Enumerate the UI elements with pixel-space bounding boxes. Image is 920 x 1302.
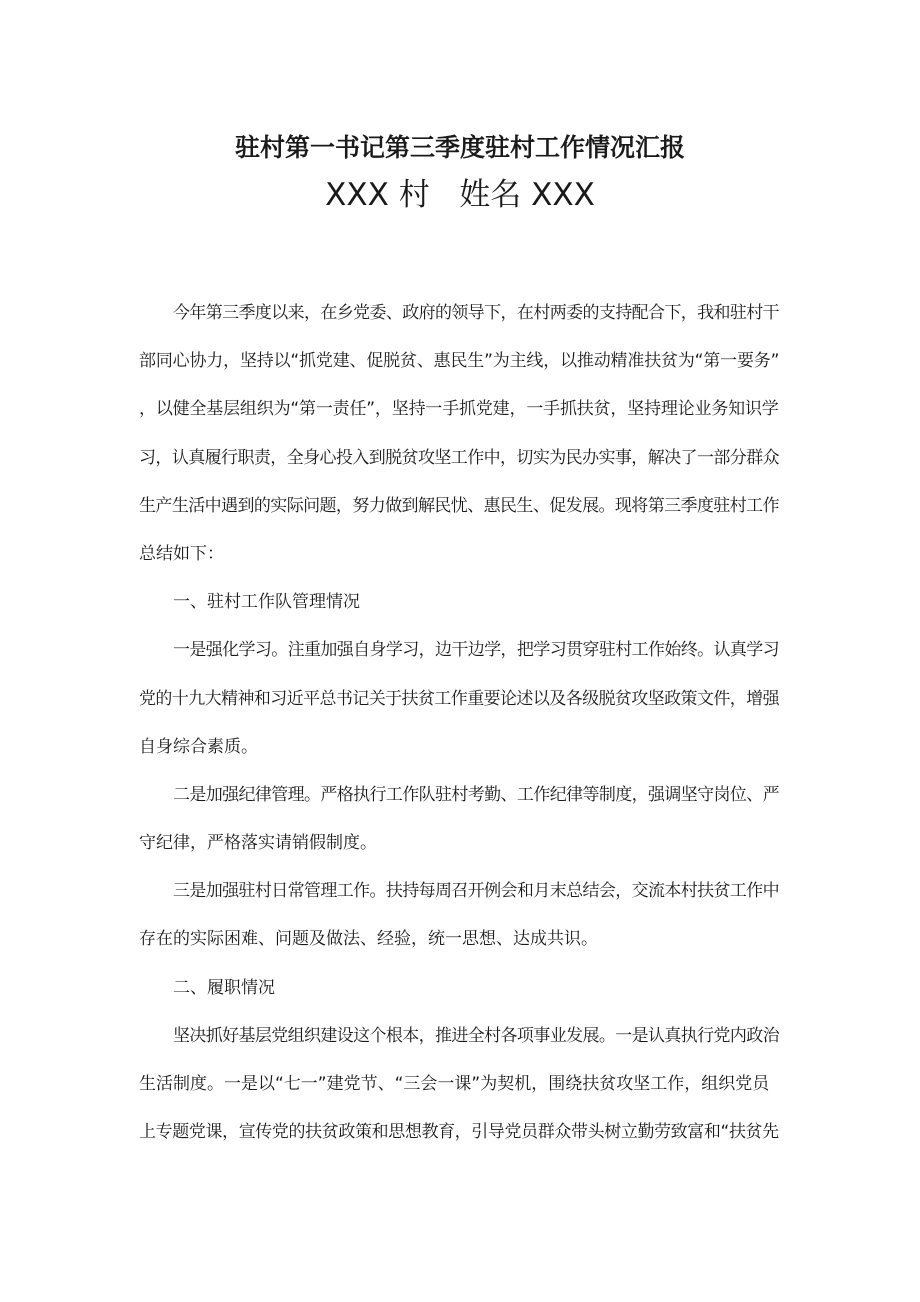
text-line: 一是强化学习。注重加强自身学习，边干边学，把学习贯穿驻村工作始终。认真学习 [173, 640, 779, 661]
text-line: ，以健全基层组织为“第一责任”，坚持一手抓党建，一手抓扶贫，坚持理论业务知识学 [139, 399, 779, 420]
text-line: 存在的实际困难、问题及做法、经验，统一思想、达成共识。 [139, 929, 598, 950]
text-line: 二是加强纪律管理。严格执行工作队驻村考勤、工作纪律等制度，强调坚守岗位、严 [173, 784, 779, 805]
text-line: 三是加强驻村日常管理工作。扶持每周召开例会和月末总结会，交流本村扶贫工作中 [173, 881, 779, 902]
text-line: 一、驻村工作队管理情况 [173, 592, 360, 613]
text-line: 上专题党课，宣传党的扶贫政策和思想教育，引导党员群众带头树立勤劳致富和“扶贫先 [139, 1122, 779, 1143]
document-body [139, 295, 779, 1162]
document-subtitle: XXX 村 姓名 XXX [325, 177, 595, 213]
text-line: 生活制度。一是以“七一”建党节、“三会一课”为契机，围绕扶贫攻坚工作，组织党员 [139, 1074, 770, 1094]
text-line: 今年第三季度以来，在乡党委、政府的领导下，在村两委的支持配合下，我和驻村干 [173, 303, 779, 323]
text-line: 总结如下： [139, 543, 224, 564]
document-title: 驻村第一书记第三季度驻村工作情况汇报 [234, 133, 685, 162]
text-line: 部同心协力，坚持以“抓党建、促脱贫、惠民生”为主线，以推动精准扶贫为“第一要务” [139, 351, 780, 372]
text-line: 坚决抓好基层党组织建设这个根本，推进全村各项事业发展。一是认真执行党内政治 [173, 1025, 779, 1046]
text-line: 习，认真履行职责，全身心投入到脱贫攻坚工作中，切实为民办实事，解决了一部分群众 [139, 447, 779, 468]
text-line: 守纪律，严格落实请销假制度。 [139, 833, 377, 854]
text-line: 生产生活中遇到的实际问题，努力做到解民忧、惠民生、促发展。现将第三季度驻村工作 [139, 495, 779, 516]
text-line: 自身综合素质。 [139, 736, 258, 757]
text-line: 党的十九大精神和习近平总书记关于扶贫工作重要论述以及各级脱贫攻坚政策文件，增强 [139, 688, 779, 709]
text-line: 二、履职情况 [173, 977, 275, 998]
